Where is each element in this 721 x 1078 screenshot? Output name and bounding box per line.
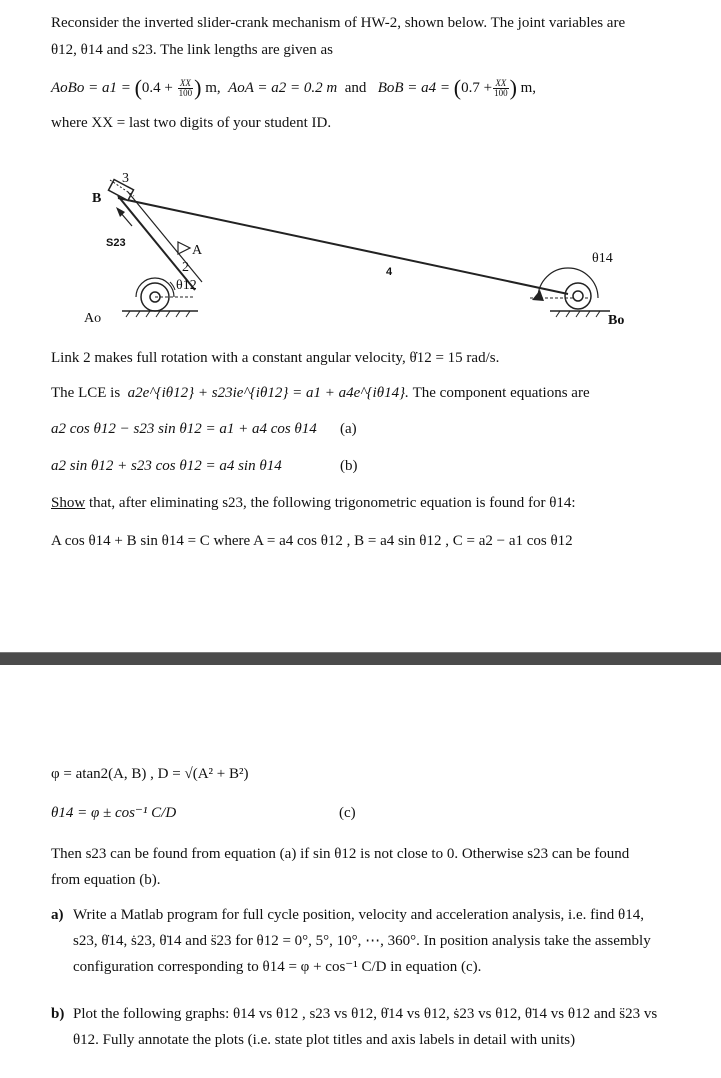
- ground-pivot-bo: [530, 268, 610, 317]
- link-2-line-inner: [128, 192, 202, 282]
- label-bo: Bo: [608, 313, 625, 328]
- equation-a: a2 cos θ12 − s23 sin θ12 = a1 + a4 cos θ14: [51, 421, 317, 437]
- label-2: 2: [182, 260, 189, 275]
- a1-constant: 0.4 +: [141, 80, 177, 96]
- rotation-sentence: Link 2 makes full rotation with a constant angular velocity, θ̇12 = 15 rad/s.: [51, 350, 500, 366]
- part-a: [51, 902, 661, 980]
- intro-line-2: θ12, θ14 and s23. The link lengths are given as: [51, 42, 333, 58]
- show-word: Show: [51, 495, 86, 511]
- intro-line-1: Reconsider the inverted slider-crank mechanism of HW-2, shown below. The joint variables are: [51, 15, 626, 31]
- link-lengths-equation: AoBo = a1 = (0.4 + $\frac{XX}{100}$ ) m, AoA = a2 = 0.2 m and BoB = a4 = (0.7 + $\frac{XX}{100}$ ) m,: [51, 75, 537, 100]
- part-b-text: Plot the following graphs: θ14 vs θ12 , s23 vs θ12, θ̇14 vs θ12, ṡ23 vs θ12, θ̈14 vs θ12 and s̈23 vs θ12. Fully annotate the plots (i.e. state plot titles and axis labels in detail with units): [73, 1006, 658, 1048]
- lce-line: [51, 384, 590, 402]
- label-theta12: θ12: [176, 278, 197, 293]
- equation-a-tag: (a): [340, 421, 357, 437]
- page-separator: [0, 652, 721, 665]
- theta14-equation: θ14 = φ ± cos⁻¹ C/D: [51, 805, 177, 821]
- label-3: 3: [122, 171, 129, 186]
- phi-equation: φ = atan2(A, B) , D = √(A² + B²): [51, 766, 249, 782]
- part-a-text: Write a Matlab program for full cycle position, velocity and acceleration analysis, i.e. find θ14, s23, θ̇14, ṡ23, θ̈14 and s̈23 for θ12 = 0°, 5°, 10°, ⋯, 360°. In position analysis take the assembly configuration corresponding to θ14 = φ + cos⁻¹ C/D in equation (c).: [73, 907, 651, 975]
- a1-definition: AoBo = a1 =: [51, 80, 135, 96]
- part-a-label: a): [51, 907, 64, 923]
- theta14-equation-row: [51, 804, 356, 822]
- equation-a-row: [51, 420, 357, 438]
- label-s23: S23: [106, 237, 126, 249]
- a2-definition: AoA = a2 = 0.2 m: [228, 80, 338, 96]
- page-2: [0, 665, 721, 1078]
- part-b-label: b): [51, 1006, 65, 1022]
- intro-line-4: where XX = last two digits of your student ID.: [51, 115, 332, 131]
- fraction-xx-100-b: $\frac{XX}{100}$: [494, 78, 508, 99]
- label-theta14: θ14: [592, 251, 613, 266]
- equation-b-row: [51, 457, 358, 475]
- a4-constant: 0.7 +: [461, 80, 493, 96]
- lce-equation: a2e^{iθ12} + s23ie^{iθ12} = a1 + a4e^{iθ14}.: [127, 385, 409, 401]
- trig-equation: A cos θ14 + B sin θ14 = C where A = a4 cos θ12 , B = a4 sin θ12 , C = a2 − a1 cos θ12: [51, 533, 573, 549]
- and-word: and: [344, 80, 367, 96]
- show-line: [51, 494, 576, 512]
- show-rest: that, after eliminating s23, the following trigonometric equation is found for θ14:: [85, 495, 576, 511]
- lce-suffix: The component equations are: [412, 385, 590, 401]
- fraction-xx-100: $\frac{XX}{100}$: [178, 78, 193, 99]
- label-a: A: [192, 243, 203, 258]
- label-ao: Ao: [84, 311, 102, 326]
- mechanism-diagram: [70, 158, 640, 338]
- a4-unit: m,: [520, 80, 537, 96]
- then-paragraph: Then s23 can be found from equation (a) if sin θ12 is not close to 0. Otherwise s23 can be found from equation (b).: [51, 846, 630, 888]
- a1-unit: m,: [205, 80, 221, 96]
- label-4: 4: [386, 266, 393, 278]
- equation-c-tag: (c): [339, 805, 356, 821]
- equation-b: a2 sin θ12 + s23 cos θ12 = a4 sin θ14: [51, 458, 282, 474]
- label-b: B: [92, 191, 102, 206]
- lce-prefix: The LCE is: [51, 385, 121, 401]
- part-b: [51, 1001, 661, 1053]
- link-2-line-outer: [118, 196, 195, 290]
- a4-definition: BoB = a4 =: [377, 80, 454, 96]
- point-a-marker: [178, 242, 190, 254]
- equation-b-tag: (b): [340, 458, 358, 474]
